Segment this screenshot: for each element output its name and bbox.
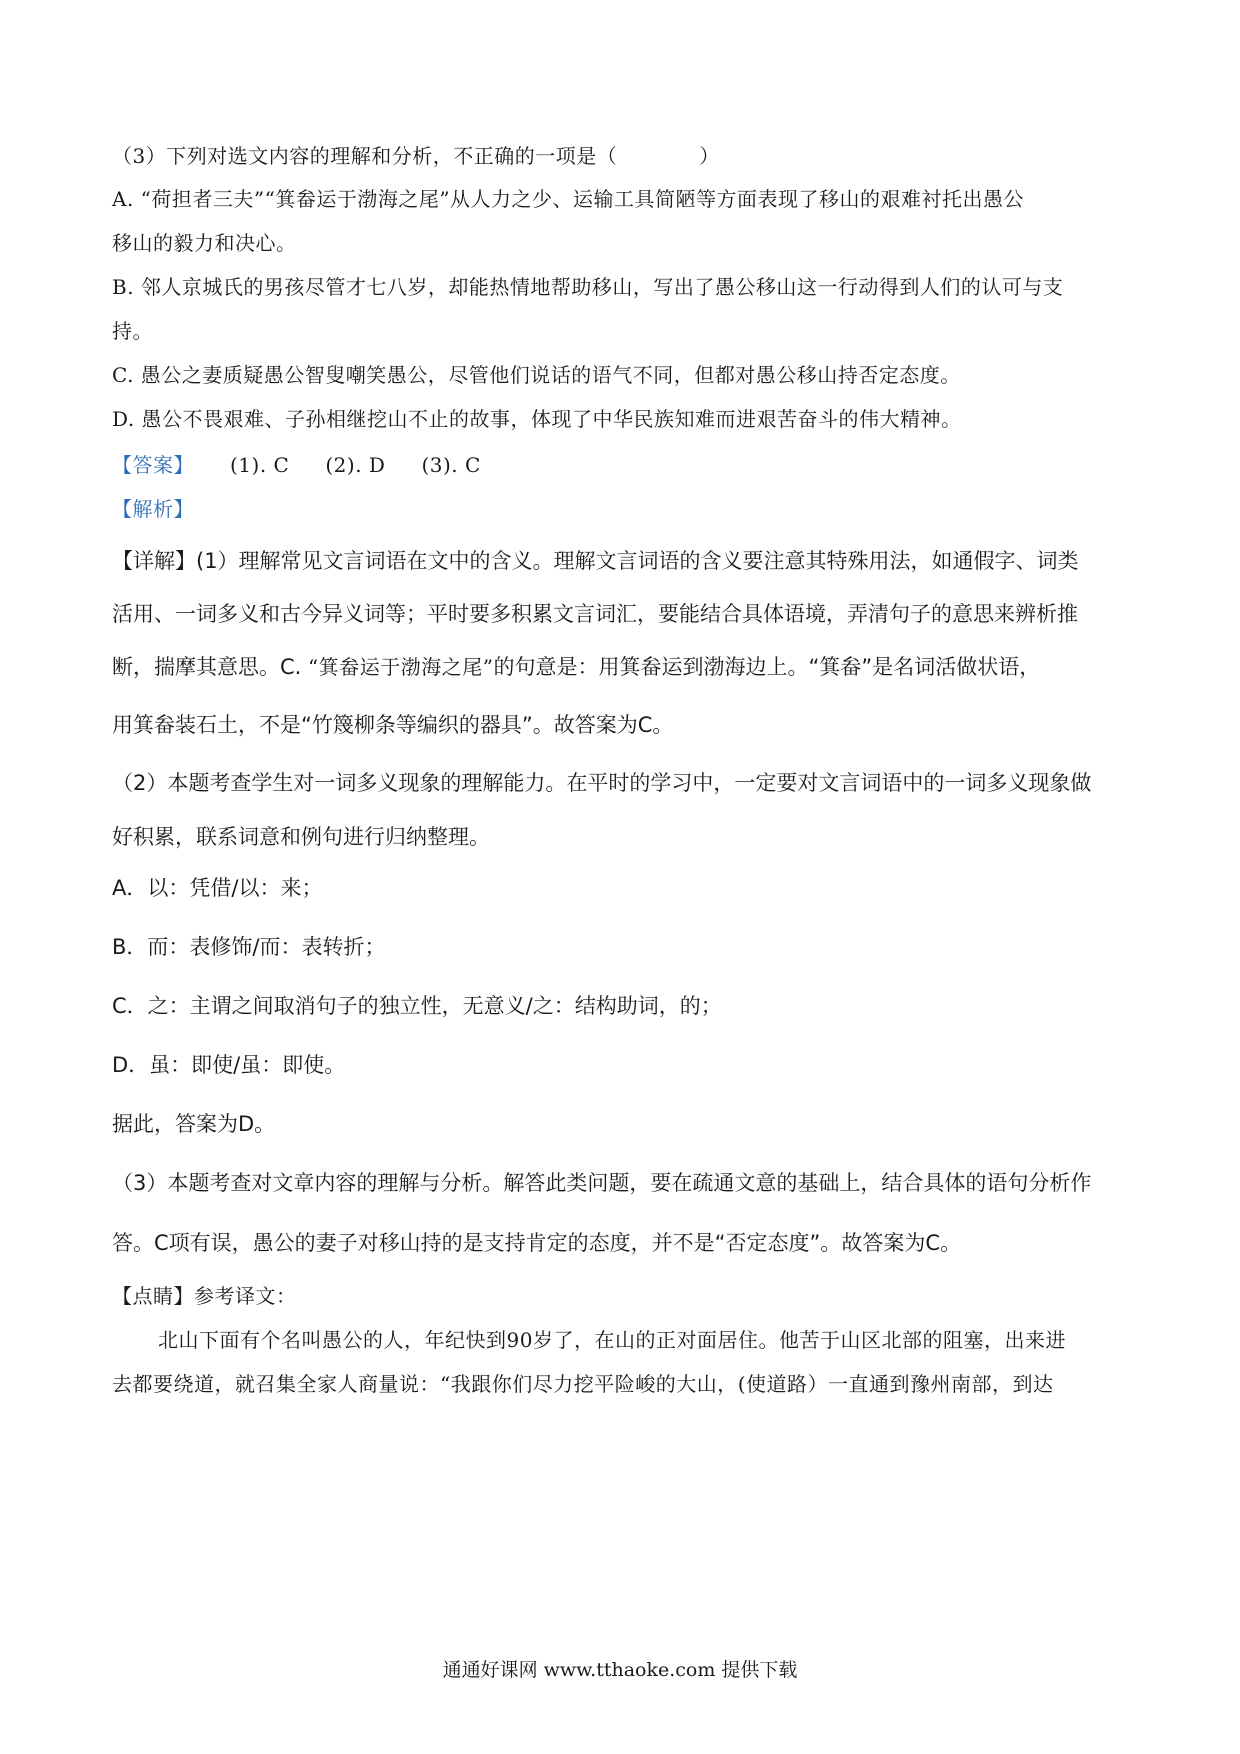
q2-explanation-line-2: 好积累，联系词意和例句进行归纳整理。 xyxy=(112,825,490,849)
q2-explanation-line-1: （2）本题考查学生对一词多义现象的理解能力。在平时的学习中，一定要对文言词语中的一词多义现象做 xyxy=(112,771,1092,795)
q2-option-c: C．之：主谓之间取消句子的独立性，无意义/之：结构助词，的； xyxy=(112,994,722,1018)
answer-label: 【答案】 xyxy=(112,453,194,477)
option-b-line-1: B. 邻人京城氏的男孩尽管才七八岁，却能热情地帮助移山，写出了愚公移山这一行动得到人们的认可与支 xyxy=(112,275,1064,299)
translation-line-1: 北山下面有个名叫愚公的人，年纪快到90岁了，在山的正对面居住。他苦于山区北部的阻塞，出来进 xyxy=(158,1328,1066,1352)
option-c-line: C. 愚公之妻质疑愚公智叟嘲笑愚公，尽管他们说话的语气不同，但都对愚公移山持否定态度。 xyxy=(112,363,961,387)
translation-line-2: 去都要绕道，就召集全家人商量说：“我跟你们尽力挖平险峻的大山，(使道路）一直通到豫州南部，到达 xyxy=(112,1372,1054,1396)
answer-1: (1). C xyxy=(230,453,290,477)
q3-explanation-line-1: （3）本题考查对文章内容的理解与分析。解答此类问题，要在疏通文意的基础上，结合具体的语句分析作 xyxy=(112,1171,1092,1195)
q3-explanation-line-2: 答。C项有误，愚公的妻子对移山持的是支持肯定的态度，并不是“否定态度”。故答案为C。 xyxy=(112,1231,962,1255)
detail-line-3: 断，揣摩其意思。C. “箕畚运于渤海之尾”的句意是：用箕畚运到渤海边上。“箕畚”是名词活做状语， xyxy=(112,655,1041,679)
option-d-line: D. 愚公不畏艰难、子孙相继挖山不止的故事，体现了中华民族知难而进艰苦奋斗的伟大精神。 xyxy=(112,407,962,431)
q2-option-d: D．虽：即使/虽：即使。 xyxy=(112,1053,346,1077)
option-b-line-2: 持。 xyxy=(112,319,153,343)
detail-line-2: 活用、一词多义和古今异义词等；平时要多积累文言词汇，要能结合具体语境，弄清句子的意思来辨析推 xyxy=(112,602,1078,626)
footer-text: 通通好课网 www.tthaoke.com 提供下载 xyxy=(442,1659,798,1681)
q2-option-b: B．而：表修饰/而：表转折； xyxy=(112,935,386,959)
option-a-line-2: 移山的毅力和决心。 xyxy=(112,231,297,255)
detail-line-4: 用箕畚装石土，不是“竹篾柳条等编织的器具”。故答案为C。 xyxy=(112,713,674,737)
answer-2: (2). D xyxy=(325,453,386,477)
detail-line-1: 【详解】(1）理解常见文言词语在文中的含义。理解文言词语的含义要注意其特殊用法，如通假字、词类 xyxy=(112,549,1079,573)
answer-3: (3). C xyxy=(421,453,481,477)
answer-line xyxy=(112,450,1132,480)
tip-label: 【点睛】参考译文： xyxy=(112,1284,297,1308)
option-a-line-1: A. “荷担者三夫”“箕畚运于渤海之尾”从人力之少、运输工具简陋等方面表现了移山的艰难衬托出愚公 xyxy=(112,187,1025,211)
q2-conclusion: 据此，答案为D。 xyxy=(112,1112,276,1136)
question-3-stem: （3）下列对选文内容的理解和分析，不正确的一项是（ ） xyxy=(112,144,720,168)
analysis-label: 【解析】 xyxy=(112,497,194,521)
q2-option-a: A．以：凭借/以：来； xyxy=(112,876,323,900)
